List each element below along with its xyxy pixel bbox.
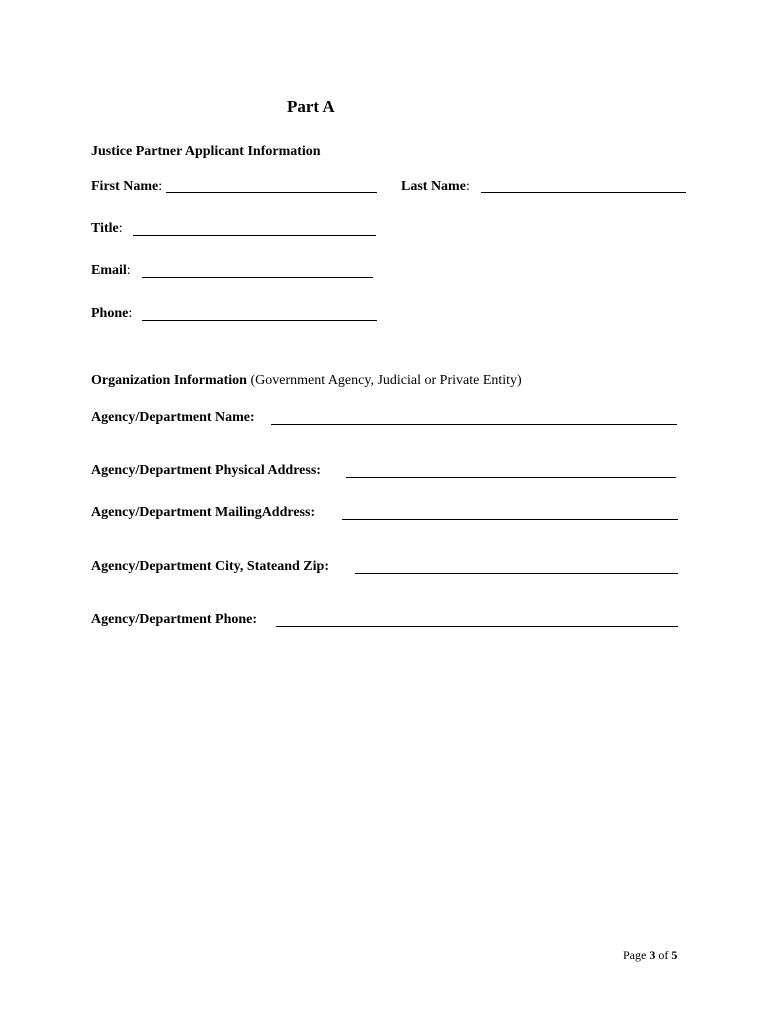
phone-label [91,306,132,322]
title-field[interactable] [133,235,376,236]
organization-heading-note: (Government Agency, Judicial or Private Entity) [250,373,522,388]
agency-city-state-zip-field[interactable] [355,573,678,574]
title-label-text: Title [91,221,119,236]
last-name-field[interactable] [481,192,686,193]
agency-mailing-address-field[interactable] [342,519,678,520]
page-word: Page [623,948,647,962]
email-separator: : [126,263,131,278]
agency-phone-label: Agency/Department Phone: [91,612,258,627]
page-title: Part A [287,97,335,116]
agency-name-label: Agency/Department Name: [91,410,255,425]
first-name-label-text: First Name [91,179,159,194]
organization-section-heading [91,373,522,389]
email-label-text: Email [91,263,127,278]
total-pages: 5 [671,948,678,962]
agency-physical-address-field[interactable] [346,477,676,478]
agency-phone-field[interactable] [276,626,678,627]
title-separator: : [118,221,123,236]
agency-physical-address-label: Agency/Department Physical Address: [91,463,321,478]
first-name-label [91,179,162,195]
page-number [623,948,677,963]
agency-name-field[interactable] [271,424,677,425]
agency-city-state-zip-label: Agency/Department City, Stateand Zip: [91,559,329,574]
last-name-label-text: Last Name [401,179,466,194]
first-name-field[interactable] [166,192,377,193]
email-field[interactable] [142,277,373,278]
email-label [91,263,131,279]
first-name-separator: : [158,179,163,194]
applicant-section-heading: Justice Partner Applicant Information [91,144,321,159]
of-word: of [658,948,669,962]
current-page: 3 [649,948,656,962]
last-name-label [401,179,470,195]
agency-mailing-address-label: Agency/Department MailingAddress: [91,505,316,520]
phone-field[interactable] [142,320,377,321]
phone-separator: : [128,306,133,321]
organization-heading-text: Organization Information [91,373,247,388]
phone-label-text: Phone [91,306,129,321]
last-name-separator: : [465,179,470,194]
title-label [91,221,123,237]
